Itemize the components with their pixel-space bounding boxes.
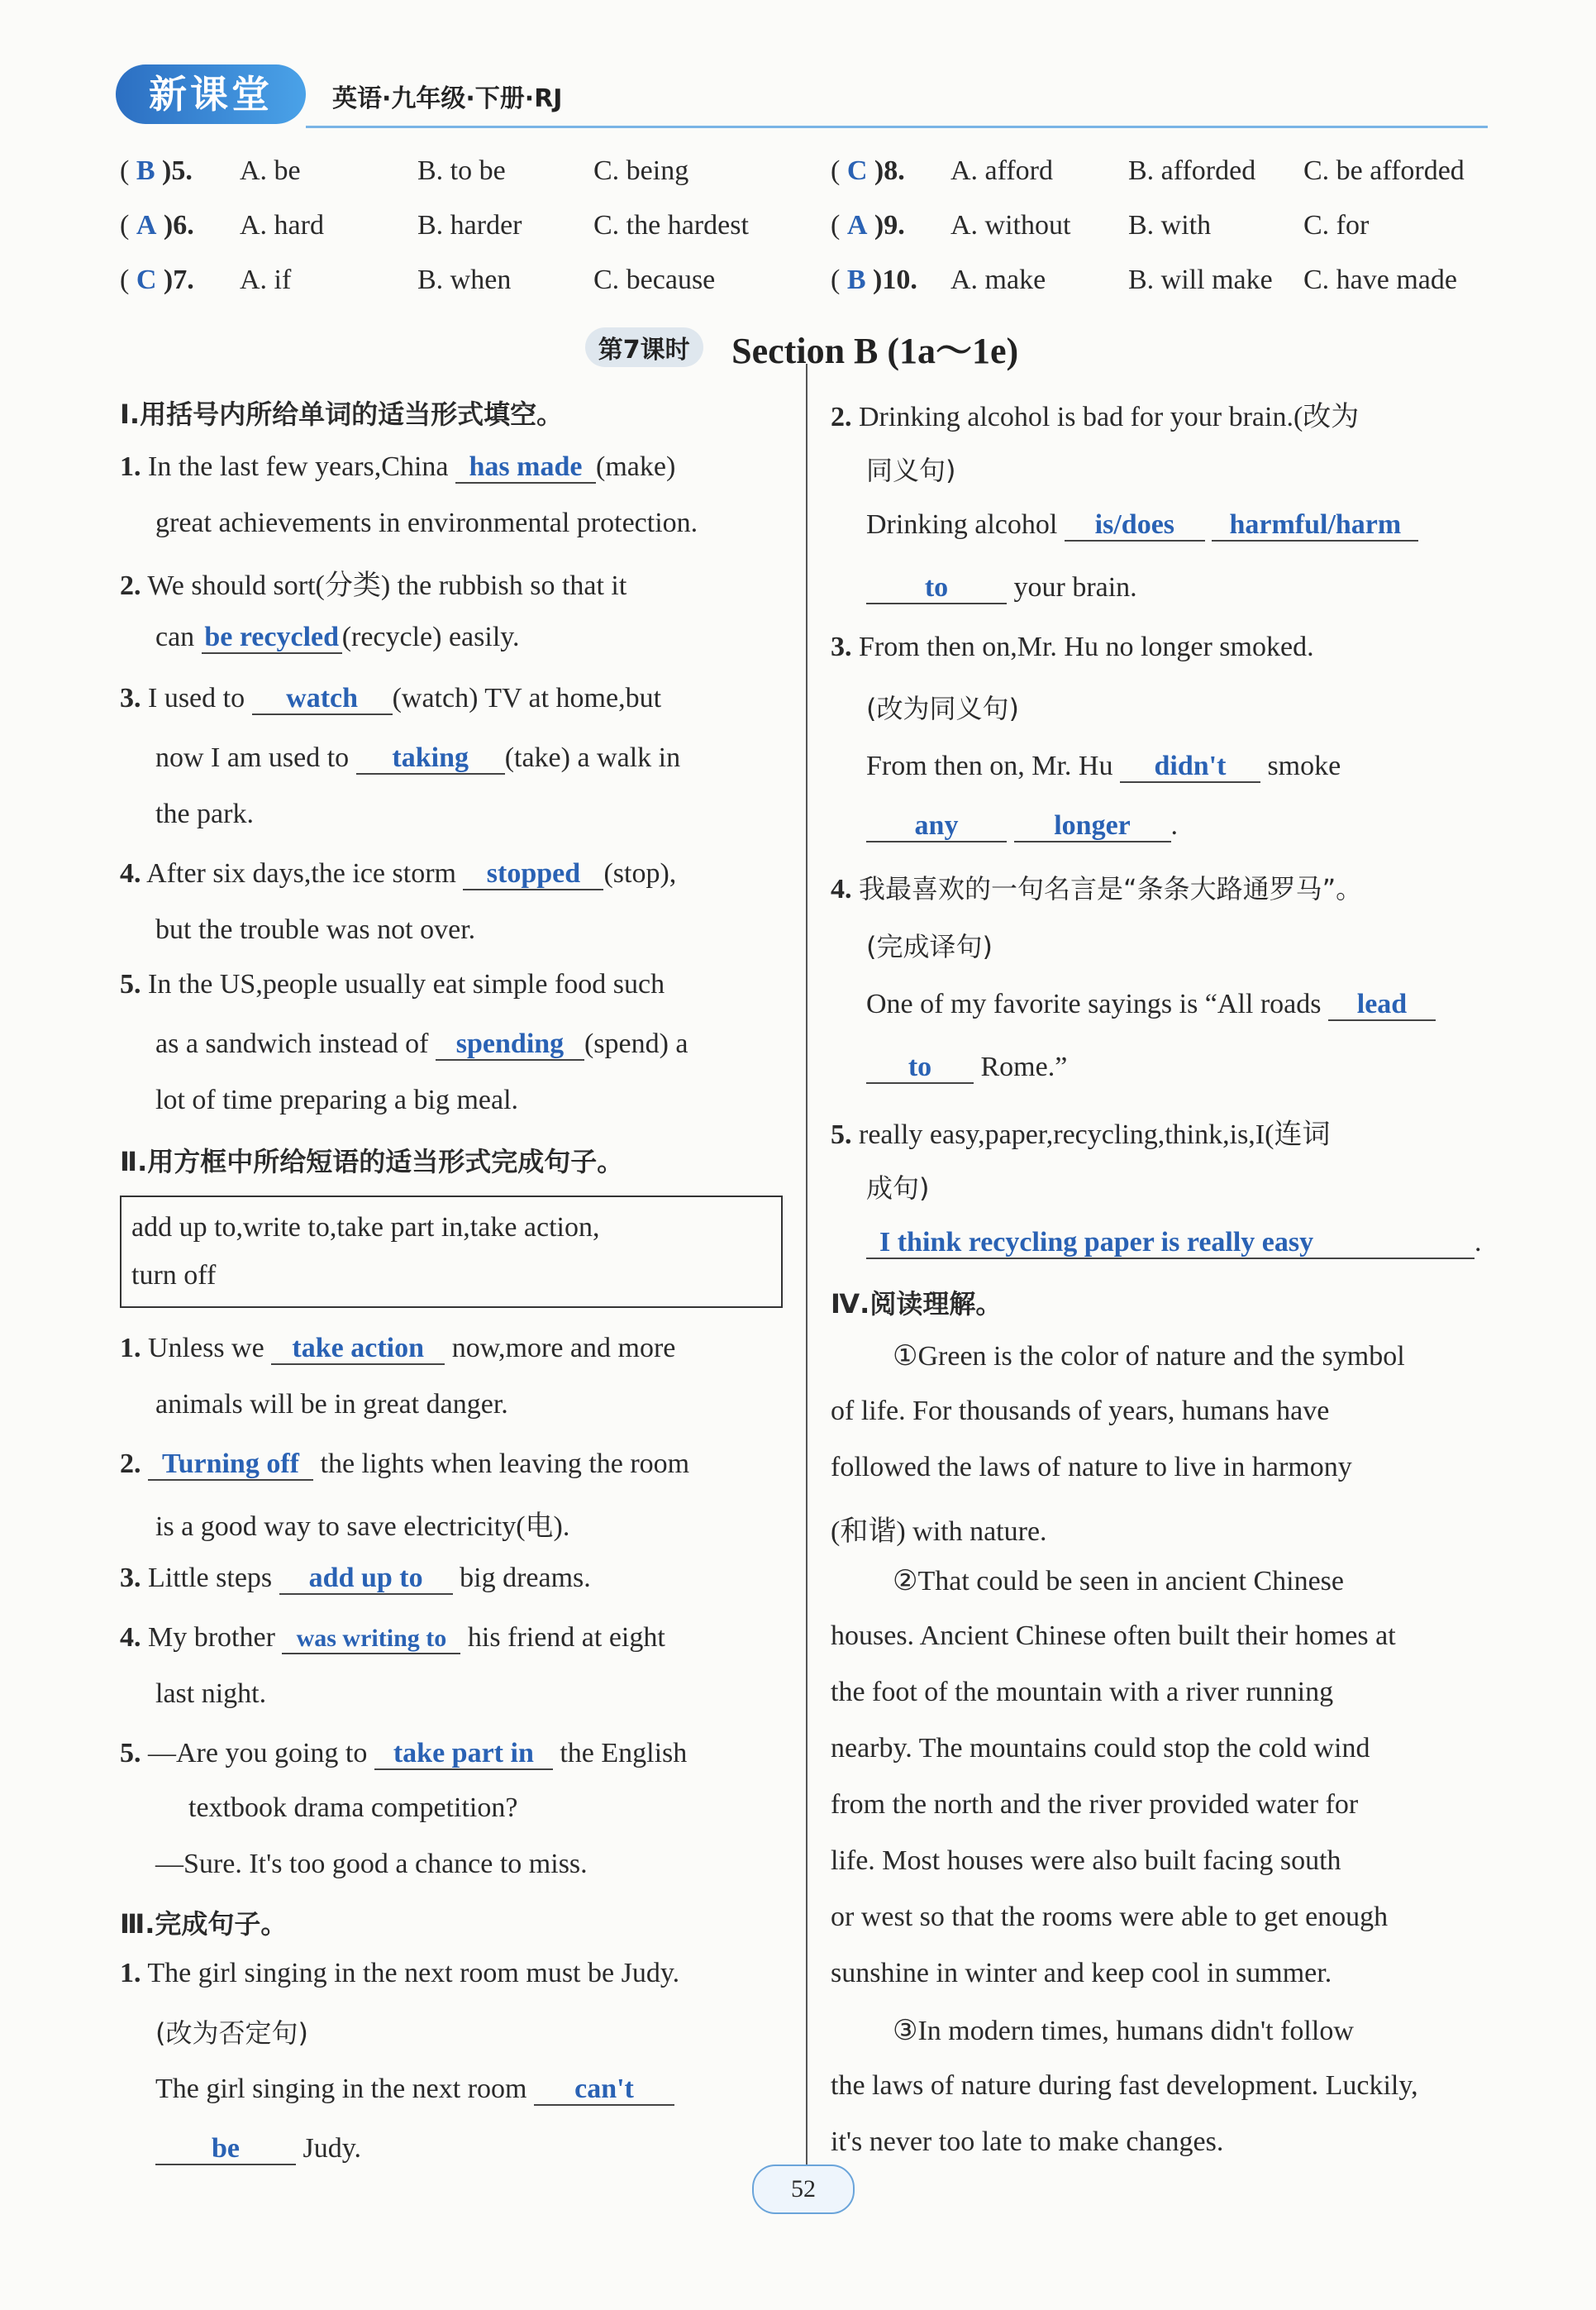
answer: take part in (393, 1738, 534, 1768)
question-text: Drinking alcohol is bad for your brain.(改为 (859, 402, 1360, 432)
question-line: 成句) (866, 1172, 930, 1204)
answer: lead (1356, 989, 1408, 1019)
question-line (120, 1738, 687, 1770)
passage-line: from the north and the river provided water for (831, 1789, 1359, 1820)
question-number: )9. (874, 210, 905, 241)
question-line: textbook drama competition? (188, 1792, 518, 1823)
question-line (866, 1052, 1067, 1084)
question-number: 5. (120, 1738, 141, 1768)
phrase-box-line: turn off (131, 1260, 217, 1291)
option-a: A. without (950, 210, 1071, 241)
question-line (831, 394, 1359, 434)
passage-line: (和谐) with nature. (831, 1516, 1047, 1547)
question-text: Little steps (148, 1563, 273, 1593)
question-text: his friend at eight (467, 1622, 665, 1653)
passage-line: life. Most houses were also built facing south (831, 1845, 1341, 1876)
question-number: )10. (873, 265, 917, 295)
question-text: Drinking alcohol (866, 509, 1058, 540)
option-c: C. have made (1303, 265, 1457, 295)
question-number: 1. (120, 1333, 141, 1363)
answer: A (136, 210, 157, 241)
column-divider (806, 364, 808, 2199)
question-line (155, 2133, 361, 2165)
question-text: (watch) TV at home,but (392, 683, 662, 714)
answer: A (846, 210, 868, 241)
question-number: 5. (120, 969, 141, 1000)
option-b: B. to be (417, 155, 506, 186)
question-line (831, 1111, 1330, 1152)
answer: didn't (1154, 751, 1227, 781)
question-line (120, 1563, 591, 1595)
section-title (496, 321, 1108, 379)
question-text: —Are you going to (148, 1738, 368, 1768)
question-number: 4. (831, 874, 852, 904)
question-text: your brain. (1013, 572, 1137, 603)
option-b: B. will make (1128, 265, 1273, 295)
passage-line: ①Green is the color of nature and the symbol (893, 1341, 1405, 1372)
answer: can't (574, 2074, 634, 2104)
question-line (120, 1622, 665, 1654)
question-number: )6. (163, 210, 194, 241)
option-a: A. if (240, 265, 292, 295)
answer: harmful/harm (1229, 509, 1402, 540)
question-text: big dreams. (460, 1563, 591, 1593)
question-line (866, 810, 1178, 842)
question-line (831, 868, 1362, 906)
question-text: The girl singing in the next room (155, 2074, 527, 2104)
question-line (120, 969, 665, 1000)
question-text: In the last few years,China (148, 451, 449, 482)
answer: has made (469, 451, 583, 482)
answer: is/does (1094, 509, 1175, 540)
option-b: B. harder (417, 210, 522, 241)
question-text: now I am used to (155, 742, 350, 773)
question-number: )8. (874, 155, 905, 186)
phrase-box-line: add up to,write to,take part in,take action, (131, 1212, 600, 1243)
section-heading: Section B (1a～1e) (731, 331, 1019, 371)
page-number: 52 (752, 2164, 855, 2214)
book-subtitle: 英语·九年级·下册·RJ (332, 84, 563, 113)
answer: stopped (486, 858, 581, 889)
question-line: —Sure. It's too good a chance to miss. (155, 1849, 588, 1879)
question-text: (take) a walk in (504, 742, 681, 773)
question-text: (make) (596, 451, 676, 482)
lesson-tag: 第7课时 (585, 327, 703, 367)
question-line (120, 683, 661, 715)
question-line (120, 1958, 679, 1989)
question-text: One of my favorite sayings is “All roads (866, 989, 1322, 1019)
question-text: The girl singing in the next room must be Judy. (147, 1958, 680, 1988)
answer: was writing to (296, 1625, 447, 1652)
question-number: 2. (120, 1449, 141, 1479)
brand-logo: 新课堂 (116, 64, 306, 124)
question-line: animals will be in great danger. (155, 1389, 508, 1420)
question-text: now,more and more (451, 1333, 676, 1363)
phrase-box (120, 1196, 783, 1308)
question-text: Rome.” (980, 1052, 1068, 1082)
question-line: (改为同义句) (866, 693, 1019, 724)
question-text: From then on, Mr. Hu (866, 751, 1113, 781)
question-text: can (155, 622, 195, 652)
answer: be recycled (204, 622, 340, 652)
answer: add up to (308, 1563, 423, 1593)
question-line (866, 989, 1436, 1021)
option-b: B. with (1128, 210, 1212, 241)
question-number: 3. (120, 1563, 141, 1593)
question-text: . (1170, 810, 1178, 841)
question-number: 4. (120, 858, 141, 889)
answer: to (908, 1052, 932, 1082)
question-line: but the trouble was not over. (155, 914, 476, 945)
option-c: C. the hardest (593, 210, 749, 241)
option-a: A. make (950, 265, 1046, 295)
question-line (120, 1449, 689, 1481)
part1-heading: Ⅰ.用括号内所给单词的适当形式填空。 (120, 399, 564, 430)
passage-line: ③In modern times, humans didn't follow (893, 2016, 1354, 2046)
question-number: )7. (163, 265, 194, 295)
answer: be (212, 2133, 240, 2164)
option-c: C. because (593, 265, 716, 295)
question-line: (改为否定句) (155, 2017, 308, 2049)
question-text: After six days,the ice storm (146, 858, 456, 889)
question-text: as a sandwich instead of (155, 1029, 429, 1059)
question-line (866, 1227, 1482, 1259)
question-line (120, 858, 676, 890)
question-line (120, 451, 675, 484)
answer: take action (292, 1333, 424, 1363)
answer: watch (286, 683, 359, 714)
question-text: From then on,Mr. Hu no longer smoked. (859, 632, 1314, 662)
question-line: last night. (155, 1678, 267, 1709)
answer: any (914, 810, 959, 841)
question-number: 3. (120, 683, 141, 714)
question-line (155, 1029, 688, 1061)
question-number: 1. (120, 451, 141, 482)
option-b: B. when (417, 265, 512, 295)
question-number: )5. (162, 155, 193, 186)
question-line: great achievements in environmental protection. (155, 508, 698, 538)
question-line (831, 632, 1314, 663)
passage-line: it's never too late to make changes. (831, 2126, 1224, 2157)
passage-line: the foot of the mountain with a river running (831, 1677, 1334, 1707)
question-text: My brother (148, 1622, 275, 1653)
question-line: (完成译句) (866, 931, 993, 962)
question-text: the English (560, 1738, 688, 1768)
question-line (866, 751, 1341, 783)
question-number: 5. (831, 1119, 852, 1150)
answer: B (846, 265, 866, 295)
question-text: (spend) a (584, 1029, 688, 1059)
question-text: I used to (148, 683, 245, 714)
option-a: A. be (240, 155, 301, 186)
page-header (116, 58, 1488, 132)
part3-heading: Ⅲ.完成句子。 (120, 1908, 288, 1940)
answer: C (136, 265, 157, 295)
header-rule (306, 126, 1488, 128)
option-c: C. being (593, 155, 689, 186)
question-number: 2. (831, 402, 852, 432)
question-text: the lights when leaving the room (320, 1449, 690, 1479)
part2-heading: Ⅱ.用方框中所给短语的适当形式完成句子。 (120, 1146, 624, 1177)
question-text: . (1475, 1227, 1482, 1258)
question-line (120, 1333, 675, 1365)
passage-line: sunshine in winter and keep cool in summer. (831, 1958, 1332, 1988)
option-b: B. afforded (1128, 155, 1256, 186)
question-text: In the US,people usually eat simple food such (148, 969, 665, 1000)
answer: C (846, 155, 868, 186)
question-line (866, 509, 1418, 542)
passage-line: of life. For thousands of years, humans have (831, 1396, 1330, 1426)
question-line (155, 2074, 674, 2106)
answer: I think recycling paper is really easy (879, 1227, 1314, 1258)
question-line (155, 742, 680, 775)
question-line: is a good way to save electricity(电). (155, 1511, 570, 1542)
question-number: 1. (120, 1958, 141, 1988)
option-c: C. be afforded (1303, 155, 1465, 186)
question-text: really easy,paper,recycling,think,is,I(连词 (859, 1119, 1331, 1150)
passage-line: or west so that the rooms were able to get enough (831, 1902, 1389, 1932)
answer: longer (1054, 810, 1131, 841)
passage-line: nearby. The mountains could stop the cold wind (831, 1733, 1370, 1764)
question-line (866, 572, 1137, 604)
answer: Turning off (162, 1449, 299, 1479)
passage-line: ②That could be seen in ancient Chinese (893, 1566, 1344, 1596)
question-line: 同义句) (866, 455, 956, 486)
passage-line: followed the laws of nature to live in harmony (831, 1452, 1352, 1482)
question-text: (recycle) easily. (341, 622, 520, 652)
question-text: We should sort(分类) the rubbish so that it (147, 570, 627, 601)
question-text: Judy. (303, 2133, 362, 2164)
question-text: Unless we (148, 1333, 264, 1363)
passage-line: houses. Ancient Chinese often built their homes at (831, 1620, 1396, 1651)
question-line (155, 622, 520, 654)
question-number: 3. (831, 632, 852, 662)
answer: taking (392, 742, 469, 773)
option-a: A. hard (240, 210, 324, 241)
question-line (120, 562, 626, 603)
question-number: 2. (120, 570, 141, 601)
part4-heading: Ⅳ.阅读理解。 (831, 1288, 1003, 1320)
question-line: lot of time preparing a big meal. (155, 1085, 519, 1115)
answer: B (136, 155, 155, 186)
passage-line: the laws of nature during fast development. Luckily, (831, 2070, 1418, 2101)
question-line: the park. (155, 799, 254, 829)
question-text: smoke (1267, 751, 1341, 781)
question-number: 4. (120, 1622, 141, 1653)
question-text: 我最喜欢的一句名言是“条条大路通罗马”。 (859, 873, 1363, 904)
question-text: (stop), (603, 858, 677, 889)
option-a: A. afford (950, 155, 1053, 186)
answer: spending (455, 1029, 565, 1059)
option-c: C. for (1303, 210, 1370, 241)
answer: to (924, 572, 949, 603)
